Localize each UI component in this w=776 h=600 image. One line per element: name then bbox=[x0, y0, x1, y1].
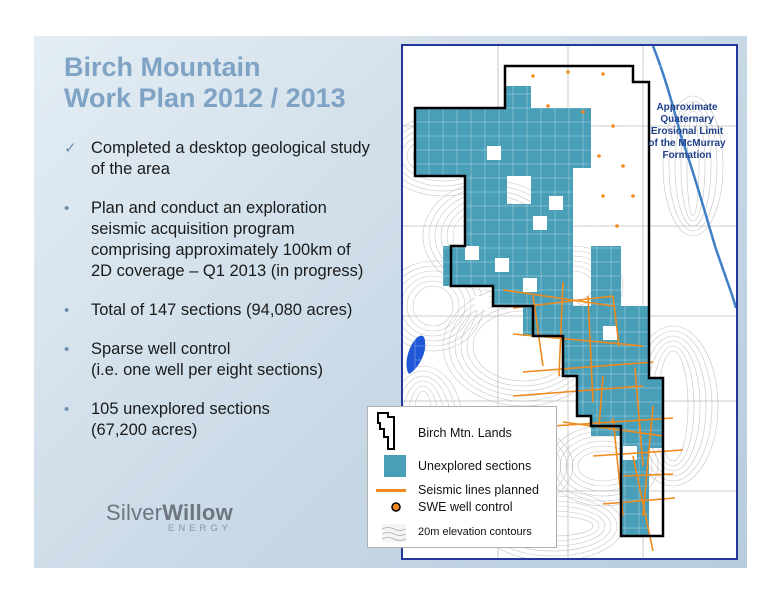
bullet-text: 2D coverage – Q1 2013 (in progress) bbox=[91, 262, 364, 280]
bullet-text: Sparse well control bbox=[91, 340, 231, 358]
bullet-item bbox=[62, 198, 392, 282]
legend-item-contours bbox=[368, 523, 556, 543]
well-point bbox=[601, 194, 605, 198]
river bbox=[653, 46, 736, 308]
note-line: Erosional Limit bbox=[650, 126, 724, 137]
lake bbox=[407, 336, 426, 374]
legend-label: Unexplored sections bbox=[418, 459, 532, 473]
unexplored-section bbox=[649, 378, 663, 448]
note-line: Formation bbox=[662, 150, 712, 161]
title-line-2: Work Plan 2012 / 2013 bbox=[64, 83, 346, 113]
well-point bbox=[611, 124, 615, 128]
well-point bbox=[621, 164, 625, 168]
legend-item-lands bbox=[368, 411, 556, 440]
slide-title bbox=[64, 52, 394, 114]
well-point bbox=[581, 110, 585, 114]
well-point bbox=[531, 74, 535, 78]
legend-label: Birch Mtn. Lands bbox=[418, 426, 512, 440]
bullet-item bbox=[62, 300, 392, 321]
bullet-text: Plan and conduct an exploration bbox=[91, 199, 327, 217]
bullet-icon: • bbox=[64, 200, 70, 217]
note-line: of the McMurray bbox=[648, 138, 726, 149]
well-point bbox=[601, 72, 605, 76]
well-point bbox=[546, 104, 550, 108]
well-point bbox=[615, 224, 619, 228]
boundary-icon bbox=[376, 411, 398, 451]
logo-part-2: Willow bbox=[162, 500, 233, 525]
legend-item-unexplored bbox=[368, 455, 556, 475]
explored-section bbox=[495, 258, 509, 272]
bullet-list bbox=[62, 138, 392, 459]
legend-label: Seismic lines planned bbox=[418, 483, 539, 497]
bullet-item bbox=[62, 339, 392, 381]
bullet-text: of the area bbox=[91, 160, 170, 178]
logo-subtitle: ENERGY bbox=[168, 523, 233, 534]
bullet-text: seismic acquisition program bbox=[91, 220, 295, 238]
bullet-text: (67,200 acres) bbox=[91, 421, 198, 439]
legend-label: SWE well control bbox=[418, 500, 513, 514]
bullet-text: Total of 147 sections (94,080 acres) bbox=[91, 301, 353, 319]
erosional-limit-note bbox=[637, 102, 737, 162]
explored-section bbox=[549, 196, 563, 210]
bullet-item bbox=[62, 399, 392, 441]
bullet-icon: • bbox=[64, 341, 70, 358]
contour-swatch-icon bbox=[382, 524, 406, 542]
bullet-text: comprising approximately 100km of bbox=[91, 241, 351, 259]
explored-section bbox=[603, 326, 617, 340]
bullet-icon: • bbox=[64, 302, 70, 319]
note-line: Approximate bbox=[656, 102, 718, 113]
bullet-text: Completed a desktop geological study bbox=[91, 139, 370, 157]
well-point bbox=[566, 70, 570, 74]
unexplored-section bbox=[415, 108, 531, 176]
title-line-1: Birch Mountain bbox=[64, 52, 261, 82]
note-line: Quaternary bbox=[660, 114, 714, 125]
company-logo bbox=[106, 500, 256, 534]
contour-line bbox=[413, 286, 453, 326]
well-point bbox=[597, 154, 601, 158]
bullet-text: (i.e. one well per eight sections) bbox=[91, 361, 324, 379]
legend-item-well bbox=[368, 498, 556, 518]
explored-section bbox=[475, 296, 489, 310]
legend-label: 20m elevation contours bbox=[418, 526, 532, 538]
logo-part-1: Silver bbox=[106, 500, 163, 525]
well-point-icon bbox=[390, 501, 402, 513]
map-legend bbox=[367, 406, 557, 548]
explored-section bbox=[533, 216, 547, 230]
unexplored-section bbox=[531, 108, 573, 204]
bullet-icon: • bbox=[64, 401, 70, 418]
checkmark-icon: ✓ bbox=[64, 140, 77, 157]
seismic-line-icon bbox=[376, 489, 406, 492]
unexplored-section bbox=[443, 246, 465, 286]
well-point bbox=[631, 194, 635, 198]
unexplored-section bbox=[573, 108, 591, 168]
bullet-text: 105 unexplored sections bbox=[91, 400, 270, 418]
unexplored-swatch-icon bbox=[384, 455, 406, 477]
bullet-item bbox=[62, 138, 392, 180]
